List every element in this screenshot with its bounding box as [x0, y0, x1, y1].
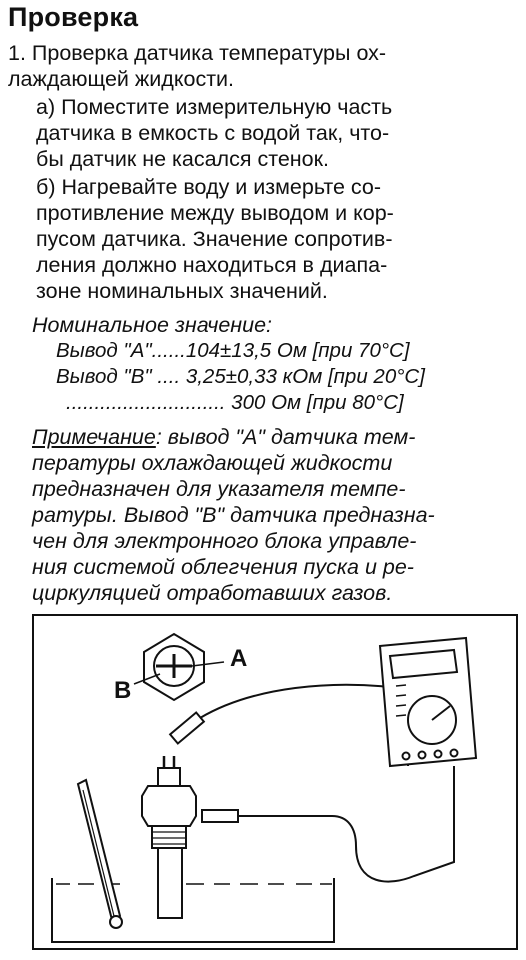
note-line-7: циркуляцией отработавших газов. — [32, 581, 393, 605]
note-line-6: ния системой облегчения пуска и ре- — [32, 555, 414, 579]
step-a-line-3: бы датчик не касался стенок. — [36, 147, 329, 171]
diagram-drawing — [34, 616, 516, 948]
nominal-row-c: ............................ 300 Ом [при 80°С] — [66, 391, 404, 414]
thermometer — [78, 780, 122, 928]
sensor-test-diagram — [32, 614, 518, 950]
note-line-1-rest: : вывод "А" датчика тем- — [155, 425, 416, 449]
step-a-line-2: датчика в емкость с водой так, что- — [36, 121, 390, 145]
note-line-5: чен для электронного блока управле- — [32, 529, 417, 553]
step1-line-1: 1. Проверка датчика температуры ох- — [8, 41, 387, 65]
coolant-sensor — [142, 756, 196, 918]
nominal-heading: Номинальное значение: — [32, 313, 273, 337]
sensor-top-view — [134, 634, 224, 700]
step1-line-2: лаждающей жидкости. — [8, 67, 235, 91]
step-b-line-3: пусом датчика. Значение сопротив- — [36, 227, 393, 251]
note-line-1 — [32, 424, 415, 450]
step-a-line-1: а) Поместите измерительную часть — [36, 95, 393, 119]
nominal-row-b: Вывод "В" .... 3,25±0,33 кОм [при 20°С] — [56, 365, 425, 388]
note-line-2: пературы охлаждающей жидкости — [32, 451, 393, 475]
step-b-line-2: противление между выводом и кор- — [36, 201, 394, 225]
step-b-line-1: б) Нагревайте воду и измерьте со- — [36, 175, 382, 199]
terminal-a-label: A — [230, 645, 248, 672]
note-line-3: предназначен для указателя темпе- — [32, 477, 406, 501]
note-line-4: ратуры. Вывод "В" датчика предназна- — [32, 503, 435, 527]
section-title: Проверка — [8, 2, 139, 32]
step-b-line-4: ления должно находиться в диапа- — [36, 253, 388, 277]
terminal-b-label: B — [114, 677, 132, 704]
step-b-line-5: зоне номинальных значений. — [36, 279, 328, 303]
note-label: Примечание — [32, 425, 156, 449]
multimeter — [380, 638, 476, 766]
water-container — [52, 878, 334, 942]
nominal-row-a: Вывод "А"......104±13,5 Ом [при 70°С] — [56, 339, 410, 362]
